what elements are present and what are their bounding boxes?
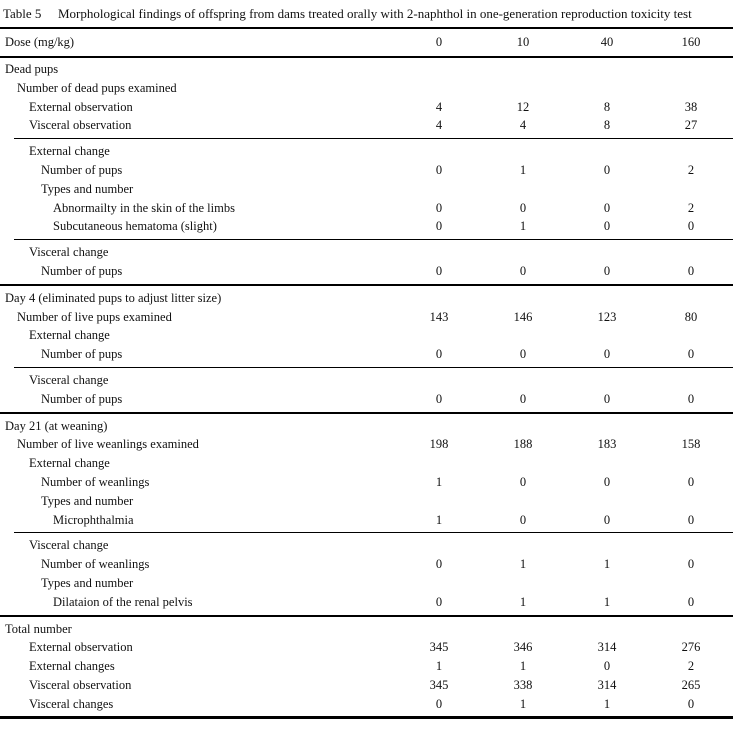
row-value	[481, 326, 565, 345]
row-value: 0	[519, 474, 527, 489]
row-value	[481, 289, 565, 308]
row-label: Visceral changes	[29, 696, 114, 711]
row-value: 0	[687, 263, 695, 278]
row-value	[397, 536, 481, 555]
row-value	[565, 417, 649, 436]
row-value	[481, 536, 565, 555]
row-value: 0	[519, 263, 527, 278]
table-number: Table 5	[3, 6, 42, 21]
row-label: Dilataion of the renal pelvis	[53, 594, 193, 609]
table-row	[0, 536, 733, 555]
table-bottom-rule	[0, 716, 733, 719]
row-label: Number of weanlings	[41, 474, 150, 489]
row-value	[481, 417, 565, 436]
row-label: Types and number	[41, 575, 134, 590]
row-value: 188	[513, 437, 533, 452]
row-value	[565, 60, 649, 79]
row-value: 12	[516, 99, 530, 114]
table-row	[0, 417, 733, 436]
row-value	[565, 243, 649, 262]
row-value: 0	[435, 391, 443, 406]
table-row	[0, 217, 733, 236]
row-value: 346	[513, 640, 533, 655]
row-value	[565, 574, 649, 593]
row-value: 0	[687, 594, 695, 609]
row-value: 198	[429, 437, 449, 452]
table-body	[0, 58, 733, 714]
row-value: 0	[519, 512, 527, 527]
row-value	[397, 417, 481, 436]
row-value: 0	[435, 594, 443, 609]
row-label: Number of live weanlings examined	[17, 437, 199, 452]
row-label: Visceral change	[29, 372, 109, 387]
row-value: 1	[519, 696, 527, 711]
row-value: 0	[603, 474, 611, 489]
row-value: 1	[435, 474, 443, 489]
row-label: Visceral change	[29, 245, 109, 260]
row-value	[649, 326, 733, 345]
table-row	[0, 142, 733, 161]
row-value: 0	[603, 659, 611, 674]
row-value	[649, 536, 733, 555]
row-value: 0	[687, 219, 695, 234]
row-value: 265	[681, 677, 701, 692]
row-value: 1	[519, 659, 527, 674]
table-row	[0, 79, 733, 98]
row-value	[649, 142, 733, 161]
row-label: Visceral observation	[29, 118, 132, 133]
row-value	[481, 243, 565, 262]
row-value: 0	[435, 219, 443, 234]
row-label: Abnormailty in the skin of the limbs	[53, 200, 235, 215]
table-row	[0, 371, 733, 390]
table-row	[0, 345, 733, 364]
row-value	[565, 289, 649, 308]
row-value	[565, 492, 649, 511]
row-value	[649, 289, 733, 308]
row-value	[481, 142, 565, 161]
table-row	[0, 308, 733, 327]
row-value: 0	[687, 474, 695, 489]
row-label: Day 21 (at weaning)	[5, 418, 108, 433]
table-row	[0, 473, 733, 492]
row-label: Types and number	[41, 181, 134, 196]
row-value	[481, 79, 565, 98]
dose-value-3: 160	[681, 35, 701, 49]
row-value	[481, 60, 565, 79]
row-value: 1	[435, 512, 443, 527]
row-value	[565, 79, 649, 98]
row-value	[481, 454, 565, 473]
row-value	[397, 79, 481, 98]
row-value: 143	[429, 309, 449, 324]
row-value: 183	[597, 437, 617, 452]
table-row	[0, 695, 733, 714]
row-label: Visceral change	[29, 538, 109, 553]
group-divider	[14, 138, 733, 139]
section-divider	[0, 615, 733, 617]
row-value	[481, 180, 565, 199]
row-value	[649, 180, 733, 199]
table-row	[0, 180, 733, 199]
row-value: 0	[435, 557, 443, 572]
row-label: External change	[29, 456, 110, 471]
row-value	[649, 454, 733, 473]
row-value	[397, 371, 481, 390]
row-value: 314	[597, 677, 617, 692]
row-label: Types and number	[41, 493, 134, 508]
dose-value-0: 0	[435, 35, 443, 49]
row-value: 345	[429, 677, 449, 692]
row-value	[565, 536, 649, 555]
row-value: 1	[519, 219, 527, 234]
row-value: 0	[603, 162, 611, 177]
row-label: External change	[29, 328, 110, 343]
row-value	[397, 243, 481, 262]
row-label: Number of pups	[41, 263, 123, 278]
row-value	[397, 289, 481, 308]
row-label: Number of weanlings	[41, 557, 150, 572]
table-row	[0, 60, 733, 79]
row-value	[481, 492, 565, 511]
table-row	[0, 511, 733, 530]
table-row	[0, 676, 733, 695]
table-row	[0, 390, 733, 409]
row-value: 338	[513, 677, 533, 692]
row-value	[649, 60, 733, 79]
row-value	[649, 574, 733, 593]
row-value: 2	[687, 659, 695, 674]
row-label: Dead pups	[5, 62, 59, 76]
dose-value-2: 40	[600, 35, 614, 49]
row-value: 4	[435, 118, 443, 133]
row-label: External changes	[29, 659, 115, 674]
row-value	[565, 142, 649, 161]
row-value	[565, 454, 649, 473]
row-label: Subcutaneous hematoma (slight)	[53, 219, 217, 234]
row-value: 0	[435, 696, 443, 711]
row-value	[397, 454, 481, 473]
dose-value-1: 10	[516, 35, 530, 49]
table-row	[0, 574, 733, 593]
row-value: 0	[603, 263, 611, 278]
row-value: 0	[519, 347, 527, 362]
row-value	[397, 326, 481, 345]
row-value: 1	[519, 557, 527, 572]
row-value	[481, 620, 565, 639]
row-value: 276	[681, 640, 701, 655]
row-value: 4	[519, 118, 527, 133]
row-value: 27	[684, 118, 698, 133]
table-row	[0, 492, 733, 511]
table-row	[0, 243, 733, 262]
row-value	[397, 492, 481, 511]
row-value: 0	[603, 391, 611, 406]
row-value	[397, 620, 481, 639]
row-value: 0	[435, 263, 443, 278]
row-value: 0	[687, 512, 695, 527]
row-label: Number of pups	[41, 347, 123, 362]
row-value: 0	[603, 200, 611, 215]
table-row	[0, 262, 733, 281]
row-value	[565, 326, 649, 345]
dose-label: Dose (mg/kg)	[5, 35, 75, 49]
row-label: Day 4 (eliminated pups to adjust litter size)	[5, 290, 222, 305]
row-value	[397, 60, 481, 79]
row-value: 345	[429, 640, 449, 655]
row-value: 0	[519, 200, 527, 215]
row-value: 0	[687, 696, 695, 711]
group-divider	[14, 239, 733, 240]
row-value	[397, 180, 481, 199]
row-value: 123	[597, 309, 617, 324]
table-row	[0, 555, 733, 574]
row-value	[565, 180, 649, 199]
table-row	[0, 435, 733, 454]
row-label: External observation	[29, 99, 133, 114]
row-label: Visceral observation	[29, 677, 132, 692]
row-value	[649, 371, 733, 390]
table-title	[0, 0, 733, 22]
row-value	[649, 79, 733, 98]
table-row	[0, 657, 733, 676]
row-value	[481, 574, 565, 593]
row-label: Number of live pups examined	[17, 309, 172, 324]
row-value: 158	[681, 437, 701, 452]
row-label: Number of dead pups examined	[17, 80, 177, 95]
table-row	[0, 98, 733, 117]
row-value: 4	[435, 99, 443, 114]
row-value: 0	[519, 391, 527, 406]
row-value	[649, 243, 733, 262]
table-row	[0, 454, 733, 473]
table-row	[0, 199, 733, 218]
row-value: 2	[687, 162, 695, 177]
row-value: 8	[603, 99, 611, 114]
row-value: 0	[603, 512, 611, 527]
row-value	[649, 620, 733, 639]
row-label: Number of pups	[41, 162, 123, 177]
row-value	[565, 620, 649, 639]
row-value	[565, 371, 649, 390]
row-value: 1	[603, 557, 611, 572]
table-row	[0, 289, 733, 308]
section-divider	[0, 412, 733, 414]
table-row	[0, 116, 733, 135]
dose-header-row	[0, 29, 733, 56]
row-value: 1	[435, 659, 443, 674]
row-value: 0	[435, 200, 443, 215]
row-value: 8	[603, 118, 611, 133]
row-value: 1	[519, 594, 527, 609]
row-value: 314	[597, 640, 617, 655]
table-row	[0, 161, 733, 180]
row-label: External observation	[29, 640, 133, 655]
row-value	[397, 574, 481, 593]
row-value	[649, 492, 733, 511]
table-row	[0, 593, 733, 612]
row-value: 0	[435, 347, 443, 362]
table-row	[0, 620, 733, 639]
row-label: External change	[29, 144, 110, 159]
row-value	[481, 371, 565, 390]
row-value: 1	[603, 594, 611, 609]
row-value: 2	[687, 200, 695, 215]
row-value: 1	[519, 162, 527, 177]
row-label: Total number	[5, 621, 72, 636]
row-value: 0	[603, 347, 611, 362]
table-row	[0, 638, 733, 657]
row-value: 146	[513, 309, 533, 324]
group-divider	[14, 532, 733, 533]
section-divider	[0, 284, 733, 286]
row-value	[649, 417, 733, 436]
row-value	[397, 142, 481, 161]
table-caption: Morphological findings of offspring from dams treated orally with 2-naphthol in one-generation reproduction toxicity test	[58, 6, 692, 21]
row-label: Number of pups	[41, 391, 123, 406]
row-value: 0	[687, 347, 695, 362]
row-value: 0	[687, 391, 695, 406]
group-divider	[14, 367, 733, 368]
row-value: 0	[687, 557, 695, 572]
table-row	[0, 326, 733, 345]
row-value: 0	[435, 162, 443, 177]
row-value: 1	[603, 696, 611, 711]
row-value: 0	[603, 219, 611, 234]
row-value: 38	[684, 99, 698, 114]
row-label: Microphthalmia	[53, 512, 134, 527]
row-value: 80	[684, 309, 698, 324]
